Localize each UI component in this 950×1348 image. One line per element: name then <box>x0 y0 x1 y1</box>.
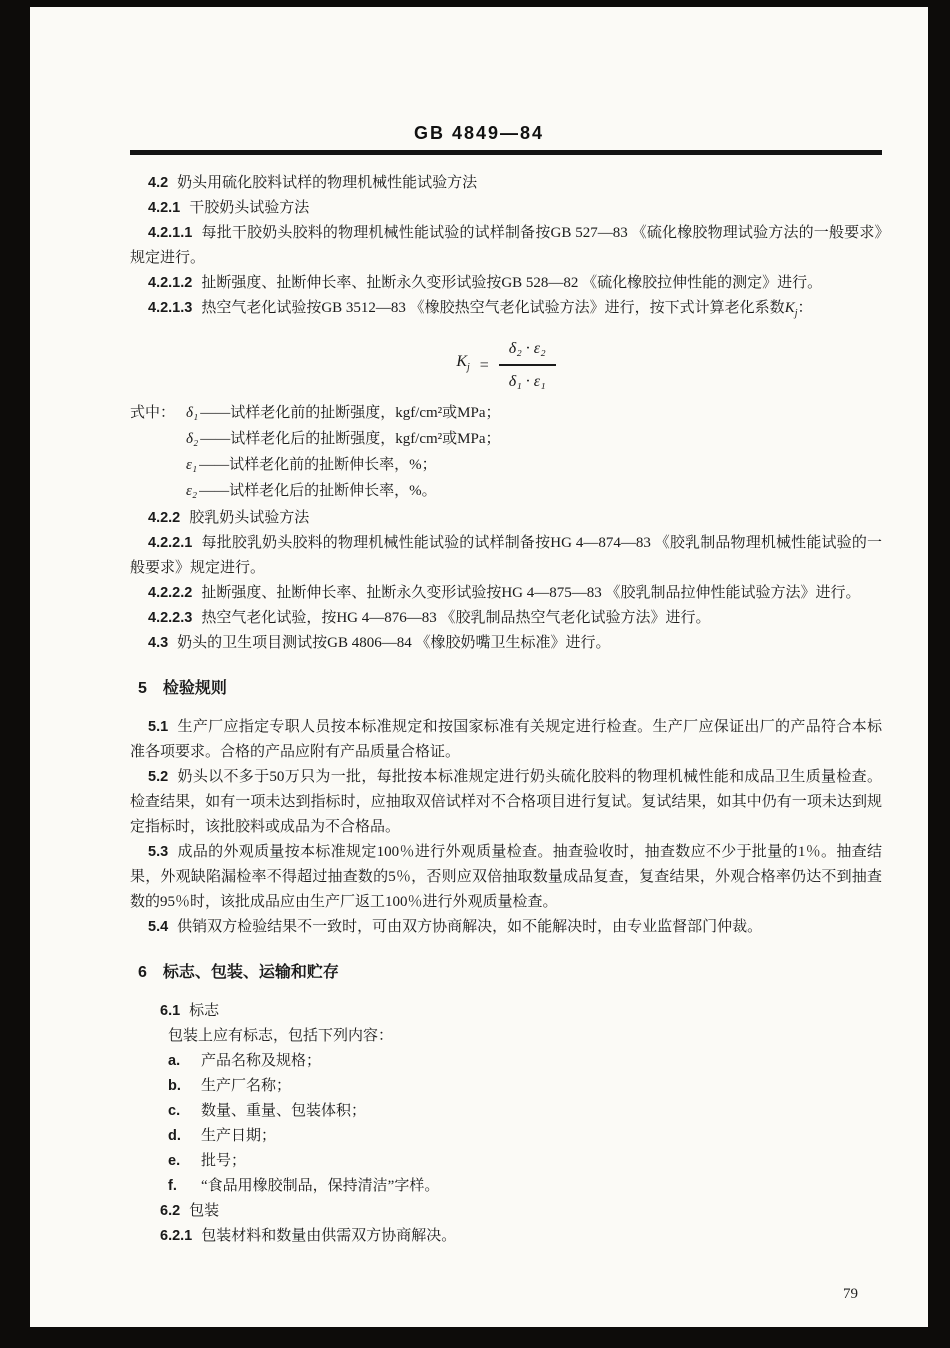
symbol-definition: ——试样老化前的扯断伸长率，%； <box>199 457 437 473</box>
aging-coefficient-formula <box>130 336 882 394</box>
symbol-definitions <box>130 400 882 504</box>
standard-number: GB 4849—84 <box>413 123 545 143</box>
symbol-definition: ——试样老化后的扯断强度，kgf/cm²或MPa； <box>200 431 501 447</box>
list-item <box>130 1074 882 1099</box>
list-item <box>130 1099 882 1124</box>
list-item-text: 批号； <box>201 1153 247 1169</box>
clause-text: 每批干胶奶头胶料的物理机械性能试验的试样制备按GB 527—83 《硫化橡胶物理试验方法的一般要求》规定进行。 <box>130 225 882 266</box>
clause-number: 4.2.2.2 <box>148 585 193 601</box>
list-item-label: f. <box>168 1178 177 1194</box>
list-item-text: “食品用橡胶制品，保持清洁”字样。 <box>201 1178 440 1194</box>
clause-text: 扯断强度、扯断伸长率、扯断永久变形试验按GB 528—82 《硫化橡胶拉伸性能的测定》进行。 <box>201 275 823 291</box>
clause-number: 4.3 <box>148 635 169 651</box>
clause-text: 每批胶乳奶头胶料的物理机械性能试验的试样制备按HG 4—874—83 《胶乳制品物理机械性能试验的一般要求》规定进行。 <box>130 535 882 576</box>
list-item <box>130 1049 882 1074</box>
clause-number: 6.2 <box>160 1203 181 1219</box>
clause-5-3 <box>130 840 882 915</box>
clause-text: 奶头的卫生项目测试按GB 4806—84 《橡胶奶嘴卫生标准》进行。 <box>177 635 611 651</box>
clause-4-2-1-1 <box>130 221 882 271</box>
fraction-numerator: δ₂ · ε₂ <box>499 336 556 366</box>
document-header <box>30 7 928 155</box>
clause-text: 包装材料和数量由供需双方协商解决。 <box>201 1228 457 1244</box>
symbol: δ₂ <box>186 431 199 447</box>
variable-K: K <box>784 300 795 316</box>
section-number: 5 <box>138 680 147 697</box>
clause-number: 6.1 <box>160 1003 181 1019</box>
clause-number: 4.2.1 <box>148 200 181 216</box>
clause-5-2 <box>130 765 882 840</box>
clause-number: 4.2.2.3 <box>148 610 193 626</box>
header-rule <box>130 150 882 155</box>
symbol-definition-row <box>130 400 882 426</box>
clause-text: 扯断强度、扯断伸长率、扯断永久变形试验按HG 4—875—83 《胶乳制品拉伸性能试验方法》进行。 <box>201 585 861 601</box>
clause-text: 胶乳奶头试验方法 <box>189 510 310 526</box>
section-5-heading <box>138 676 882 701</box>
clause-text-tail: ： <box>797 300 813 316</box>
symbol-definition: ——试样老化前的扯断强度，kgf/cm²或MPa； <box>200 405 501 421</box>
clause-6-1 <box>130 999 882 1024</box>
list-item <box>130 1124 882 1149</box>
equals-sign: = <box>479 356 489 374</box>
clause-text: 干胶奶头试验方法 <box>189 200 310 216</box>
clause-text: 供销双方检验结果不一致时，可由双方协商解决，如不能解决时，由专业监督部门仲裁。 <box>177 919 763 935</box>
fraction <box>499 336 556 394</box>
document-page <box>30 7 928 1327</box>
clause-6-2 <box>130 1199 882 1224</box>
marking-list <box>130 1049 882 1199</box>
clause-5-1 <box>130 715 882 765</box>
where-label: 式中： <box>130 405 176 421</box>
clause-number: 4.2.2.1 <box>148 535 193 551</box>
clause-text: 生产厂应指定专职人员按本标准规定和按国家标准有关规定进行检查。生产厂应保证出厂的产品符合本标准各项要求。合格的产品应附有产品质量合格证。 <box>130 719 882 760</box>
formula-lhs <box>456 349 469 380</box>
clause-4-3 <box>130 631 882 656</box>
clause-text: 热空气老化试验，按HG 4—876—83 《胶乳制品热空气老化试验方法》进行。 <box>201 610 711 626</box>
list-item-label: b. <box>168 1078 181 1094</box>
list-item-text: 产品名称及规格； <box>201 1053 322 1069</box>
clause-4-2-1 <box>130 196 882 221</box>
variable-K-subscript: j <box>466 362 470 374</box>
section-title: 检验规则 <box>162 680 227 697</box>
variable-K: K <box>456 353 467 371</box>
clause-4-2-1-3 <box>130 296 882 326</box>
symbol: ε₁ <box>186 457 198 473</box>
clause-text: 奶头用硫化胶料试样的物理机械性能试验方法 <box>177 175 478 191</box>
list-item-text: 生产厂名称； <box>201 1078 292 1094</box>
marking-intro: 包装上应有标志，包括下列内容： <box>168 1028 394 1044</box>
clause-4-2 <box>130 171 882 196</box>
symbol-definition-row <box>130 426 882 452</box>
clause-number: 4.2 <box>148 175 169 191</box>
clause-text: 奶头以不多于50万只为一批，每批按本标准规定进行奶头硫化胶料的物理机械性能和成品卫生质量检查。检查结果，如有一项未达到指标时，应抽取双倍试样对不合格项目进行复试。复试结果，如其中仍有一项未达到规定指标时，该批胶料或成品为不合格品。 <box>130 769 882 835</box>
symbol-definition-row <box>130 452 882 478</box>
clause-4-2-2-1 <box>130 531 882 581</box>
clause-number: 6.2.1 <box>160 1228 193 1244</box>
clause-4-2-2-3 <box>130 606 882 631</box>
symbol-definition-row <box>130 478 882 504</box>
clause-text: 包装 <box>189 1203 220 1219</box>
section-6-heading <box>138 960 882 985</box>
clause-text: 热空气老化试验按GB 3512—83 《橡胶热空气老化试验方法》进行，按下式计算老化系数 <box>201 300 785 316</box>
fraction-denominator: δ₁ · ε₁ <box>508 373 546 390</box>
list-item-label: d. <box>168 1128 181 1144</box>
clause-number: 4.2.1.2 <box>148 275 193 291</box>
clause-text: 标志 <box>189 1003 220 1019</box>
document-content <box>130 171 882 1249</box>
symbol: ε₂ <box>186 483 198 499</box>
list-item-text: 数量、重量、包装体积； <box>201 1103 367 1119</box>
section-title: 标志、包装、运输和贮存 <box>162 964 339 981</box>
clause-number: 4.2.2 <box>148 510 181 526</box>
symbol-definition: ——试样老化后的扯断伸长率，%。 <box>199 483 437 499</box>
clause-4-2-2 <box>130 506 882 531</box>
clause-6-2-1 <box>130 1224 882 1249</box>
clause-text: 成品的外观质量按本标准规定100％进行外观质量检查。抽查验收时，抽查数应不少于批量的1％。抽查结果，外观缺陷漏检率不得超过抽查数的5％，否则应双倍抽取数量成品复查，复查结果，外观合格率仍达不到抽查数的95％时，该批成品应由生产厂返工100％进行外观质量检查。 <box>130 844 882 910</box>
clause-number: 5.2 <box>148 769 169 785</box>
list-item-label: a. <box>168 1053 181 1069</box>
clause-number: 4.2.1.3 <box>148 300 193 316</box>
clause-number: 5.3 <box>148 844 169 860</box>
page-number: 79 <box>843 1286 858 1302</box>
section-number: 6 <box>138 964 147 981</box>
variable-K-subscript: j <box>794 308 798 319</box>
list-item <box>130 1149 882 1174</box>
symbol: δ₁ <box>186 405 199 421</box>
clause-number: 4.2.1.1 <box>148 225 193 241</box>
clause-5-4 <box>130 915 882 940</box>
list-item-label: e. <box>168 1153 181 1169</box>
clause-number: 5.1 <box>148 719 169 735</box>
clause-4-2-2-2 <box>130 581 882 606</box>
clause-4-2-1-2 <box>130 271 882 296</box>
clause-number: 5.4 <box>148 919 169 935</box>
list-item-text: 生产日期； <box>201 1128 277 1144</box>
list-item <box>130 1174 882 1199</box>
list-item-label: c. <box>168 1103 181 1119</box>
